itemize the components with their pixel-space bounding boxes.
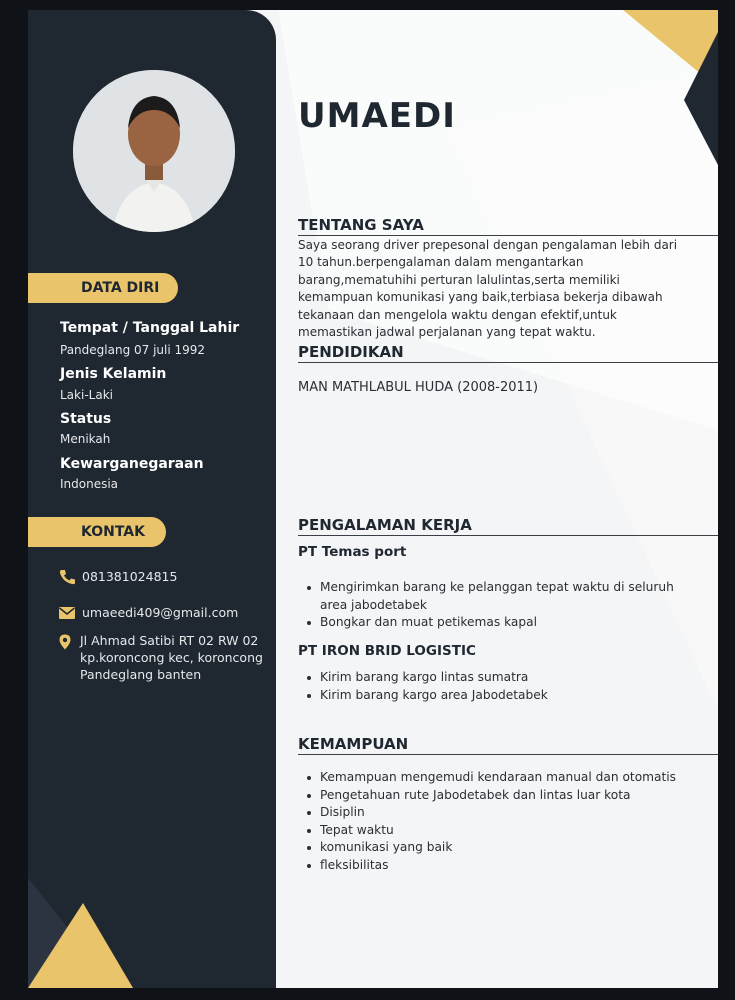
phone-icon xyxy=(58,569,76,585)
phone-row xyxy=(58,569,177,585)
address-text xyxy=(80,632,263,683)
job-duties-list xyxy=(320,579,690,632)
list-item: Pengetahuan rute Jabodetabek dan lintas luar kota xyxy=(320,787,690,805)
gender-value: Laki-Laki xyxy=(60,388,113,402)
skills-list xyxy=(320,769,690,874)
corner-gold-triangle-bottom xyxy=(28,838,138,988)
company-name: PT Temas port xyxy=(298,544,407,560)
mail-icon xyxy=(58,605,76,621)
list-item: Bongkar dan muat petikemas kapal xyxy=(320,614,690,632)
kontak-heading: KONTAK xyxy=(28,517,166,547)
address-line-2: kp.koroncong kec, koroncong xyxy=(80,650,263,665)
sidebar xyxy=(28,10,276,988)
birth-label: Tempat / Tanggal Lahir xyxy=(60,320,240,336)
list-item: fleksibilitas xyxy=(320,857,690,875)
list-item: Kirim barang kargo area Jabodetabek xyxy=(320,687,690,705)
location-pin-icon xyxy=(58,634,72,650)
list-item: Disiplin xyxy=(320,804,690,822)
email-address: umaeedi409@gmail.com xyxy=(82,605,239,620)
experience-heading: PENGALAMAN KERJA xyxy=(298,516,718,536)
status-value: Menikah xyxy=(60,432,111,446)
company-name: PT IRON BRID LOGISTIC xyxy=(298,643,476,659)
gender-label: Jenis Kelamin xyxy=(60,366,167,382)
phone-number: 081381024815 xyxy=(82,569,178,584)
skills-heading: KEMAMPUAN xyxy=(298,735,718,755)
resume-page xyxy=(28,10,718,988)
data-diri-heading: DATA DIRI xyxy=(28,273,178,303)
list-item: Kirim barang kargo lintas sumatra xyxy=(320,669,690,687)
profile-photo xyxy=(73,70,235,232)
nationality-value: Indonesia xyxy=(60,477,119,491)
address-line-3: Pandeglang banten xyxy=(80,667,202,682)
about-text: Saya seorang driver prepesonal dengan pengalaman lebih dari 10 tahun.berpengalaman dalam mengantarkan barang,mematuhihi perturan lalulintas,serta memiliki kemampuan komunikasi yang baik,terbiasa bekerja dibawah tekanaan dan mengelola waktu dengan efektif,untuk memastikan jadwal perjalanan yang tepat waktu. xyxy=(298,238,678,340)
list-item: komunikasi yang baik xyxy=(320,839,690,857)
job-duties-list xyxy=(320,669,690,704)
status-label: Status xyxy=(60,411,112,427)
address-row xyxy=(58,632,263,683)
education-entry: MAN MATHLABUL HUDA (2008-2011) xyxy=(298,380,539,395)
nationality-label: Kewarganegaraan xyxy=(60,456,204,472)
candidate-name: UMAEDI xyxy=(298,96,456,136)
list-item: Mengirimkan barang ke pelanggan tepat waktu di seluruh area jabodetabek xyxy=(320,579,690,614)
address-line-1: Jl Ahmad Satibi RT 02 RW 02 xyxy=(80,633,259,648)
education-heading: PENDIDIKAN xyxy=(298,343,718,363)
list-item: Tepat waktu xyxy=(320,822,690,840)
birth-value: Pandeglang 07 juli 1992 xyxy=(60,343,206,357)
about-heading: TENTANG SAYA xyxy=(298,216,718,236)
list-item: Kemampuan mengemudi kendaraan manual dan otomatis xyxy=(320,769,690,787)
email-row xyxy=(58,605,238,621)
